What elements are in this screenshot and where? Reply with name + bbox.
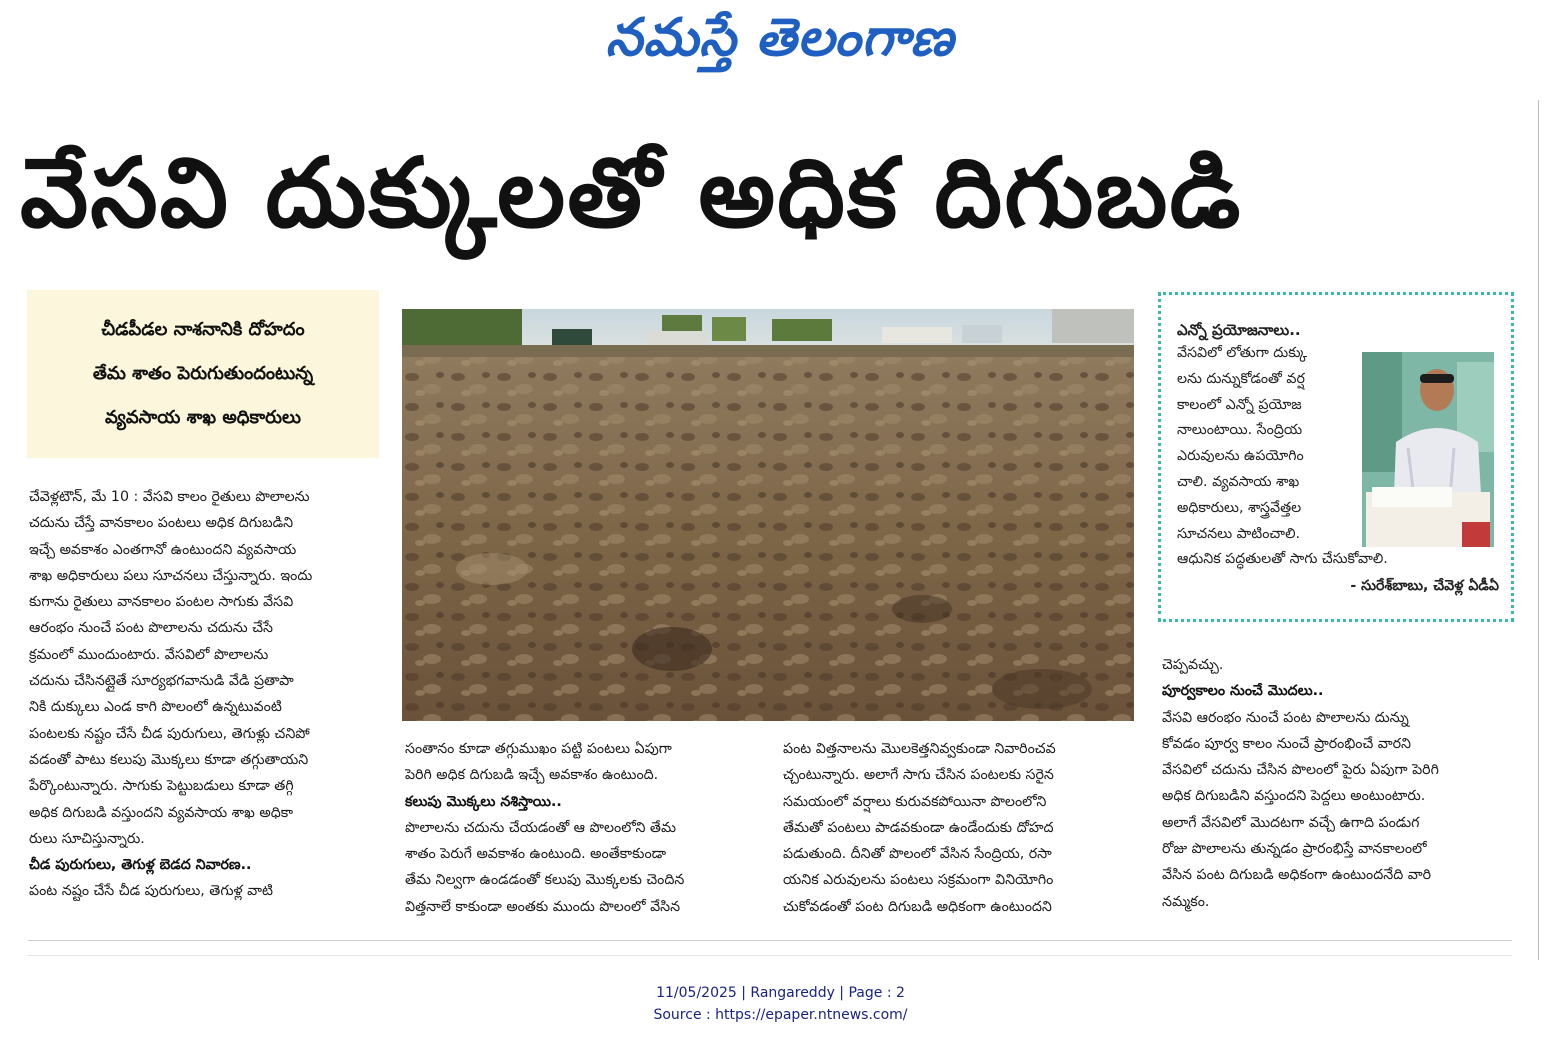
sidebox-line: లను దున్నుకోడంతో వర్ష [1177,370,1305,387]
body-line: పంట విత్తనాలను మొలకెత్తనివ్వకుండా నివారించవ [783,741,1056,757]
page-footer [0,982,1561,1026]
body-line: నికి దుక్కులు ఎండ కాగి పొలంలో ఉన్నటువంటి [29,699,282,716]
body-line: వేసవి ఆరంభం నుంచే పంట పొలాలను దున్ను [1162,709,1409,726]
masthead-logo: నమస్తే తెలంగాణ [605,8,955,68]
body-line: రోజు పొలాలను తున్నడం ప్రారంభిస్తే వానకాలంలో [1162,841,1427,858]
footer-divider [28,955,1512,956]
body-line: చెప్పవచ్చు. [1162,657,1224,673]
body-line: సమయంలో వర్షాలు కురువకపోయినా పొలంలోని [783,793,1047,810]
body-line: పెరిగి అధిక దిగుబడి ఇచ్చే అవకాశం ఉంటుంది. [405,767,659,784]
deck-box [27,290,379,458]
deck-line: తేమ శాతం పెరుగుతుందంటున్న [92,363,314,384]
body-line: వేసిన పంట దిగుబడి అధికంగా ఉంటుందనేది వారి [1162,867,1432,884]
body-line: పడుతుంది. దీనితో పొలంలో వేసిన సేంద్రియ, రసా [783,846,1052,863]
body-line: పంటలకు నష్టం చేసే చీడ పురుగులు, తెగుళ్లు చనిపో [29,725,310,742]
sidebox-line: వేసవిలో లోతుగా దుక్కు [1177,345,1308,361]
headline: వేసవి దుక్కులతో అధిక దిగుబడి [20,137,1243,249]
right-border-rule [1538,100,1539,960]
sidebox-line: నాలుంటాయి. సేంద్రియ [1177,422,1303,439]
footer-divider [28,940,1512,941]
column-1-subhead: చీడ పురుగులు, తెగుళ్ల బెడద నివారణ.. [29,857,252,874]
body-line: తేమతో పంటలు పాడవకుండా ఉండేందుకు దోహద [783,819,1054,836]
sidebox-line: ఆధునిక పద్ధతులతో సాగు చేసుకోవాలి. [1177,551,1388,568]
sidebox-line: కాలంలో ఎన్నో ప్రయోజ [1177,396,1302,413]
body-line: వడంతో పాటు కలుపు మొక్కలు కూడా తగ్గుతాయని [29,751,309,768]
body-line: రులు సూచిస్తున్నారు. [29,830,145,847]
portrait-graphic [1362,352,1494,547]
column-1 [29,484,381,905]
sidebox-credit: - సురేశ్‌బాబు, చేవెళ్ల ఏడీఏ [1350,578,1499,595]
body-line: చుకోవడంతో పంట దిగుబడి అధికంగా ఉంటుందని [783,898,1052,915]
body-line: కోవడం పూర్వ కాలం నుంచే ప్రారంభించే వారని [1162,735,1411,752]
sidebox-line: సూచనలు పాటించాలి. [1177,525,1300,542]
body-line: యనిక ఎరువులను పంటలు సక్రమంగా వినియోగిం [783,872,1054,889]
footer-date-edition: 11/05/2025 | Rangareddy | Page : 2 [656,985,905,1001]
column-2 [405,736,757,920]
sidebox-title: ఎన్నో ప్రయోజనాలు.. [1177,321,1301,339]
field-photo-graphic [402,309,1134,721]
body-line: విత్తనాలే కాకుండా అంతకు ముందు పొలంలో వేసిన [405,898,681,915]
body-line: అలాగే వేసవిలో మొదటగా వచ్చే ఉగాది పండుగ [1162,814,1420,831]
body-line: శాఖ అధికారులు పలు సూచనలు చేస్తున్నారు. ఇందు [29,567,313,584]
body-line: అధిక దిగుబడిని వస్తుందని పెద్దలు అంటుంటారు. [1162,788,1426,805]
body-line: శాతం పెరుగే అవకాశం ఉంటుంది. అంతేకాకుండా [405,846,667,863]
sidebox-line: చాలి. వ్యవసాయ శాఖ [1177,473,1300,490]
body-line: చేవెళ్లటౌన్, మే 10 : వేసవి కాలం రైతులు పొలాలను [29,489,310,505]
body-line: చ్చంటున్నారు. అలాగే సాగు చేసిన పంటలకు సరైన [783,767,1054,784]
column-4-subhead: పూర్వకాలం నుంచే మొదలు.. [1162,683,1324,700]
deck-line: వ్యవసాయ శాఖ అధికారులు [105,407,301,428]
official-portrait [1362,352,1494,547]
body-line: ఆరంభం నుంచే పంట పొలాలను చదును చేసే [29,620,273,637]
body-line: సంతానం కూడా తగ్గుముఖం పట్టి పంటలు ఏపుగా [405,741,672,757]
deck-line: చీడపీడల నాశనానికి దోహదం [101,319,305,340]
column-4 [1162,652,1514,915]
sidebox-line: ఎరువులను ఉపయోగిం [1177,448,1304,465]
column-2-subhead: కలుపు మొక్కలు నశిస్తాయి.. [405,793,562,810]
body-line: పేర్కొంటున్నారు. సాగుకు పెట్టుబడులు కూడా తగ్గి [29,778,294,795]
sidebox-line: అధికారులు, శాస్త్రవేత్తల [1177,499,1302,516]
body-line: నమ్మకం. [1162,893,1210,910]
body-line: పొలాలను చదును చేయడంతో ఆ పొలంలోని తేమ [405,819,676,836]
column-3 [783,736,1135,920]
body-line: కుగాను రైతులు వానకాలం పంటల సాగుకు వేసవి [29,594,294,611]
body-line: చదును చేస్తే వానకాలం పంటలు అధిక దిగుబడిని [29,515,294,532]
body-line: తేమ నిల్వగా ఉండడంతో కలుపు మొక్కలకు చెందిన [405,872,685,889]
body-line: క్రమంలో ముందుంటారు. వేసవిలో పొలాలను [29,646,269,663]
field-photo [402,309,1134,721]
body-line: చదును చేసినట్లైతే సూర్యభగవానుడి వేడి ప్రతాపా [29,673,294,690]
body-line: అధిక దిగుబడి వస్తుందని వ్యవసాయ శాఖ అధికా [29,804,294,821]
body-line: పంట నష్టం చేసే చీడ పురుగులు, తెగుళ్ల వాటి [29,883,273,900]
footer-source-link[interactable]: Source : https://epaper.ntnews.com/ [653,1007,908,1023]
body-line: వేసవిలో చదును చేసిన పొలంలో పైరు ఏపుగా పెరిగి [1162,762,1439,779]
body-line: ఇచ్చే అవకాశం ఎంతగానో ఉంటుందని వ్యవసాయ [29,541,297,558]
